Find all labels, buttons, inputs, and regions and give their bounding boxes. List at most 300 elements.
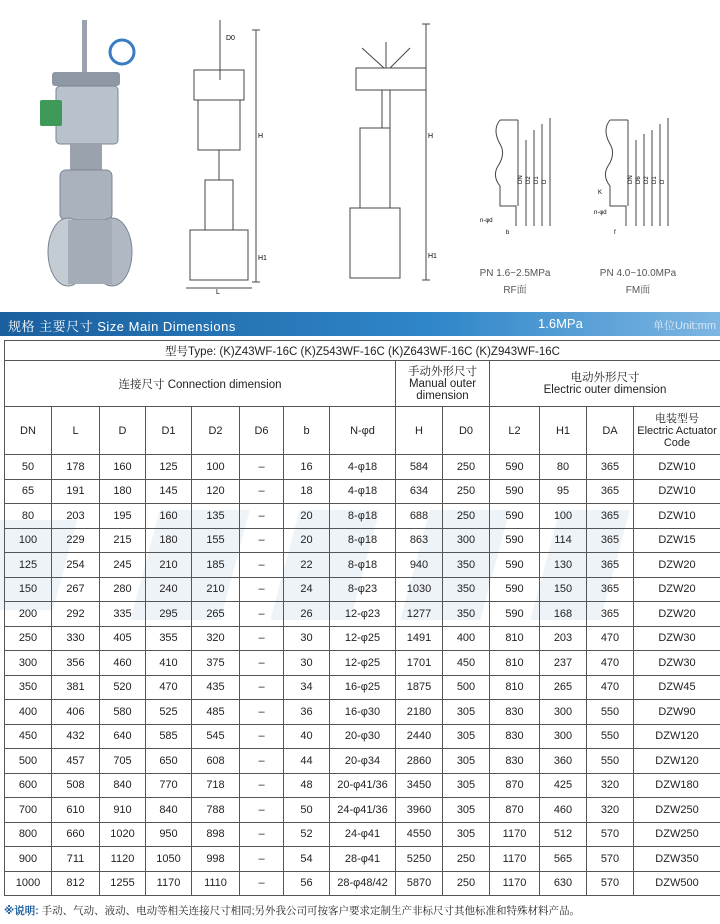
table-cell: 590 <box>490 553 540 578</box>
fm-caption-face: FM面 <box>625 285 651 296</box>
header-d6: D6 <box>240 407 284 455</box>
table-cell: 1875 <box>396 675 443 700</box>
table-cell: 250 <box>443 504 490 529</box>
table-cell: 525 <box>146 700 192 725</box>
table-cell: 550 <box>587 749 634 774</box>
table-cell: 545 <box>192 724 240 749</box>
table-cell: 48 <box>284 773 330 798</box>
table-cell: 1255 <box>100 871 146 896</box>
table-cell: 292 <box>52 602 100 627</box>
table-cell: 350 <box>5 675 52 700</box>
table-cell: 305 <box>443 798 490 823</box>
table-cell: 700 <box>5 798 52 823</box>
table-row <box>5 504 720 529</box>
table-cell: 425 <box>540 773 587 798</box>
header-b: b <box>284 407 330 455</box>
table-cell: 145 <box>146 479 192 504</box>
table-cell: 405 <box>100 626 146 651</box>
table-cell: 940 <box>396 553 443 578</box>
table-cell: 520 <box>100 675 146 700</box>
label-f-fm: f <box>614 230 616 236</box>
table-cell: 1020 <box>100 822 146 847</box>
table-cell: – <box>240 773 284 798</box>
table-cell: 660 <box>52 822 100 847</box>
table-row <box>5 724 720 749</box>
table-cell: 998 <box>192 847 240 872</box>
table-cell: DZW120 <box>634 749 720 774</box>
table-cell: 20 <box>284 528 330 553</box>
table-cell: 26 <box>284 602 330 627</box>
side-view-drawing <box>340 18 440 296</box>
fm-flange-detail <box>590 110 690 240</box>
table-cell: 215 <box>100 528 146 553</box>
table-cell: 470 <box>587 651 634 676</box>
table-cell: 470 <box>146 675 192 700</box>
table-cell: – <box>240 749 284 774</box>
table-row <box>5 455 720 480</box>
dimension-table <box>4 340 720 896</box>
table-cell: 1170 <box>146 871 192 896</box>
header-actuator-cn: 电装型号 <box>655 412 699 425</box>
front-view-drawing <box>180 20 270 295</box>
table-cell: 16-φ30 <box>330 700 396 725</box>
table-cell: 50 <box>5 455 52 480</box>
table-cell: – <box>240 798 284 823</box>
table-cell: 900 <box>5 847 52 872</box>
table-cell: – <box>240 479 284 504</box>
label-h-side: H <box>428 133 434 140</box>
table-cell: 150 <box>5 577 52 602</box>
table-cell: 460 <box>100 651 146 676</box>
table-cell: 36 <box>284 700 330 725</box>
group-electric <box>490 361 720 407</box>
table-cell: 180 <box>146 528 192 553</box>
group-connection: 连接尺寸 Connection dimension <box>5 361 396 407</box>
table-cell: 300 <box>540 724 587 749</box>
label-d2-rf: D2 <box>526 176 532 184</box>
fm-caption-pn: PN 4.0~10.0MPa <box>599 268 677 279</box>
table-cell: 5250 <box>396 847 443 872</box>
table-cell: 550 <box>587 724 634 749</box>
header-d: D <box>100 407 146 455</box>
section-banner <box>0 312 720 336</box>
table-cell: – <box>240 651 284 676</box>
table-cell: 250 <box>5 626 52 651</box>
table-cell: DZW10 <box>634 504 720 529</box>
table-cell: 365 <box>587 602 634 627</box>
table-cell: 210 <box>192 577 240 602</box>
table-cell: 12-φ25 <box>330 626 396 651</box>
table-cell: DZW10 <box>634 479 720 504</box>
table-cell: 800 <box>5 822 52 847</box>
table-cell: DZW180 <box>634 773 720 798</box>
table-cell: – <box>240 675 284 700</box>
table-cell: 254 <box>52 553 100 578</box>
table-cell: – <box>240 626 284 651</box>
table-cell: 600 <box>5 773 52 798</box>
table-cell: 114 <box>540 528 587 553</box>
table-cell: DZW20 <box>634 602 720 627</box>
table-cell: 52 <box>284 822 330 847</box>
header-l: L <box>52 407 100 455</box>
table-cell: – <box>240 504 284 529</box>
table-cell: 95 <box>540 479 587 504</box>
table-cell: 20 <box>284 504 330 529</box>
table-cell: 300 <box>5 651 52 676</box>
table-cell: DZW30 <box>634 651 720 676</box>
table-cell: 500 <box>443 675 490 700</box>
header-d1: D1 <box>146 407 192 455</box>
label-d6-fm: D6 <box>636 176 642 184</box>
table-cell: 688 <box>396 504 443 529</box>
table-cell: 2180 <box>396 700 443 725</box>
table-cell: 830 <box>490 749 540 774</box>
table-row <box>5 602 720 627</box>
table-cell: 30 <box>284 626 330 651</box>
table-cell: 150 <box>540 577 587 602</box>
table-cell: 295 <box>146 602 192 627</box>
table-cell: 365 <box>587 577 634 602</box>
table-cell: 267 <box>52 577 100 602</box>
table-cell: 634 <box>396 479 443 504</box>
table-cell: 718 <box>192 773 240 798</box>
table-cell: 1000 <box>5 871 52 896</box>
table-cell: 125 <box>5 553 52 578</box>
table-cell: 650 <box>146 749 192 774</box>
label-d1-fm: D1 <box>652 176 658 184</box>
table-cell: DZW20 <box>634 553 720 578</box>
label-d-rf: D <box>542 179 548 184</box>
table-cell: 305 <box>443 700 490 725</box>
table-cell: 512 <box>540 822 587 847</box>
label-h: H <box>258 133 264 140</box>
table-cell: 840 <box>146 798 192 823</box>
table-cell: 155 <box>192 528 240 553</box>
table-cell: 5870 <box>396 871 443 896</box>
table-cell: 810 <box>490 626 540 651</box>
table-cell: 3960 <box>396 798 443 823</box>
table-row <box>5 798 720 823</box>
label-l: L <box>216 289 220 295</box>
header-d0: D0 <box>443 407 490 455</box>
table-row <box>5 847 720 872</box>
table-cell: 28-φ41 <box>330 847 396 872</box>
table-cell: – <box>240 528 284 553</box>
table-cell: 570 <box>587 847 634 872</box>
table-cell: 1030 <box>396 577 443 602</box>
table-cell: 335 <box>100 602 146 627</box>
label-dn-fm: DN <box>628 175 634 184</box>
table-cell: 485 <box>192 700 240 725</box>
table-cell: 590 <box>490 455 540 480</box>
table-cell: – <box>240 871 284 896</box>
table-cell: 191 <box>52 479 100 504</box>
table-cell: 590 <box>490 479 540 504</box>
table-cell: 584 <box>396 455 443 480</box>
table-cell: 1170 <box>490 822 540 847</box>
label-nd-fm: n-φd <box>594 210 607 216</box>
rf-caption-face: RF面 <box>503 285 527 296</box>
table-cell: 770 <box>146 773 192 798</box>
table-cell: 100 <box>192 455 240 480</box>
table-cell: 350 <box>443 577 490 602</box>
unit-label: 单位Unit:mm <box>653 320 716 332</box>
table-cell: 18 <box>284 479 330 504</box>
table-cell: 135 <box>192 504 240 529</box>
table-cell: 356 <box>52 651 100 676</box>
table-cell: 24-φ41/36 <box>330 798 396 823</box>
table-cell: 168 <box>540 602 587 627</box>
table-row <box>5 651 720 676</box>
header-actuator-en: Electric Actuator Code <box>637 424 717 449</box>
table-cell: 500 <box>5 749 52 774</box>
table-cell: 350 <box>443 553 490 578</box>
table-cell: 229 <box>52 528 100 553</box>
table-cell: 432 <box>52 724 100 749</box>
table-row <box>5 822 720 847</box>
table-cell: DZW120 <box>634 724 720 749</box>
pressure-rating: 1.6MPa <box>538 316 583 331</box>
table-cell: 34 <box>284 675 330 700</box>
table-cell: DZW250 <box>634 798 720 823</box>
table-cell: 365 <box>587 504 634 529</box>
table-cell: 1110 <box>192 871 240 896</box>
table-cell: 24 <box>284 577 330 602</box>
table-cell: 580 <box>100 700 146 725</box>
table-cell: 12-φ23 <box>330 602 396 627</box>
table-cell: 360 <box>540 749 587 774</box>
table-row <box>5 528 720 553</box>
header-da: DA <box>587 407 634 455</box>
label-d-fm: D <box>660 179 666 184</box>
table-cell: 265 <box>192 602 240 627</box>
table-cell: 330 <box>52 626 100 651</box>
header-actuator-code <box>634 407 720 455</box>
table-cell: DZW15 <box>634 528 720 553</box>
table-cell: – <box>240 700 284 725</box>
table-row <box>5 749 720 774</box>
table-cell: 570 <box>587 871 634 896</box>
table-cell: 810 <box>490 675 540 700</box>
label-d0: D0 <box>226 35 235 42</box>
table-cell: 1170 <box>490 847 540 872</box>
label-b-rf: b <box>506 230 510 236</box>
table-cell: 350 <box>443 602 490 627</box>
table-cell: 400 <box>5 700 52 725</box>
table-cell: 80 <box>540 455 587 480</box>
table-cell: 365 <box>587 455 634 480</box>
table-cell: 250 <box>443 847 490 872</box>
header-h1: H1 <box>540 407 587 455</box>
group-manual-en: Manual outer dimension <box>408 377 477 402</box>
table-cell: 28-φ48/42 <box>330 871 396 896</box>
table-cell: 237 <box>540 651 587 676</box>
table-cell: DZW250 <box>634 822 720 847</box>
table-cell: 470 <box>587 626 634 651</box>
table-cell: 120 <box>192 479 240 504</box>
label-d2-fm: D2 <box>644 176 650 184</box>
table-cell: 950 <box>146 822 192 847</box>
table-cell: 185 <box>192 553 240 578</box>
table-cell: 565 <box>540 847 587 872</box>
table-cell: 590 <box>490 504 540 529</box>
table-row <box>5 773 720 798</box>
table-cell: 280 <box>100 577 146 602</box>
table-cell: 460 <box>540 798 587 823</box>
type-row: 型号Type: (K)Z43WF-16C (K)Z543WF-16C (K)Z643WF-16C (K)Z943WF-16C <box>5 341 720 361</box>
table-cell: 400 <box>443 626 490 651</box>
table-cell: 20-φ34 <box>330 749 396 774</box>
table-cell: 195 <box>100 504 146 529</box>
table-cell: 305 <box>443 822 490 847</box>
table-cell: 898 <box>192 822 240 847</box>
table-cell: DZW350 <box>634 847 720 872</box>
table-cell: 570 <box>587 822 634 847</box>
table-cell: 100 <box>540 504 587 529</box>
table-cell: 410 <box>146 651 192 676</box>
table-cell: 180 <box>100 479 146 504</box>
table-cell: 550 <box>587 700 634 725</box>
table-cell: 203 <box>540 626 587 651</box>
table-cell: 470 <box>587 675 634 700</box>
table-cell: 160 <box>146 504 192 529</box>
table-cell: 810 <box>490 651 540 676</box>
table-cell: 381 <box>52 675 100 700</box>
header-l2: L2 <box>490 407 540 455</box>
table-cell: 4550 <box>396 822 443 847</box>
table-cell: 250 <box>443 455 490 480</box>
table-cell: 910 <box>100 798 146 823</box>
table-cell: 365 <box>587 553 634 578</box>
header-dn: DN <box>5 407 52 455</box>
table-cell: 8-φ18 <box>330 528 396 553</box>
table-cell: 830 <box>490 724 540 749</box>
table-cell: 711 <box>52 847 100 872</box>
table-cell: 610 <box>52 798 100 823</box>
label-dn-rf: DN <box>518 175 524 184</box>
table-cell: 2440 <box>396 724 443 749</box>
table-cell: 812 <box>52 871 100 896</box>
table-cell: 870 <box>490 798 540 823</box>
table-cell: 1701 <box>396 651 443 676</box>
table-cell: 705 <box>100 749 146 774</box>
table-cell: 125 <box>146 455 192 480</box>
table-cell: 1050 <box>146 847 192 872</box>
header-n-d: N-φd <box>330 407 396 455</box>
table-cell: 590 <box>490 528 540 553</box>
table-cell: 56 <box>284 871 330 896</box>
group-manual-cn: 手动外形尺寸 <box>408 365 477 378</box>
table-cell: 870 <box>490 773 540 798</box>
table-cell: 16 <box>284 455 330 480</box>
table-cell: – <box>240 847 284 872</box>
table-cell: – <box>240 822 284 847</box>
table-cell: DZW10 <box>634 455 720 480</box>
table-cell: 12-φ25 <box>330 651 396 676</box>
table-cell: 435 <box>192 675 240 700</box>
table-cell: 20-φ30 <box>330 724 396 749</box>
table-cell: 20-φ41/36 <box>330 773 396 798</box>
table-row <box>5 577 720 602</box>
table-cell: 1277 <box>396 602 443 627</box>
table-cell: – <box>240 602 284 627</box>
table-row <box>5 479 720 504</box>
table-cell: 840 <box>100 773 146 798</box>
table-cell: 788 <box>192 798 240 823</box>
table-cell: 8-φ18 <box>330 553 396 578</box>
table-cell: 320 <box>587 798 634 823</box>
table-cell: 65 <box>5 479 52 504</box>
table-cell: 50 <box>284 798 330 823</box>
label-h1-side: H1 <box>428 253 437 260</box>
table-cell: 450 <box>5 724 52 749</box>
table-cell: 1120 <box>100 847 146 872</box>
section-title: 规格 主要尺寸 Size Main Dimensions <box>8 319 236 334</box>
rf-caption-pn: PN 1.6~2.5MPa <box>479 268 551 279</box>
table-cell: DZW45 <box>634 675 720 700</box>
table-cell: 240 <box>146 577 192 602</box>
table-cell: 590 <box>490 602 540 627</box>
table-cell: 300 <box>540 700 587 725</box>
table-cell: – <box>240 724 284 749</box>
label-h1: H1 <box>258 255 267 262</box>
label-k-fm: K <box>598 190 603 196</box>
table-cell: 30 <box>284 651 330 676</box>
table-cell: 24-φ41 <box>330 822 396 847</box>
table-cell: 450 <box>443 651 490 676</box>
table-cell: 640 <box>100 724 146 749</box>
group-electric-cn: 电动外形尺寸 <box>570 371 640 384</box>
table-cell: 406 <box>52 700 100 725</box>
table-cell: 355 <box>146 626 192 651</box>
table-cell: 300 <box>443 528 490 553</box>
table-cell: 608 <box>192 749 240 774</box>
table-cell: 863 <box>396 528 443 553</box>
table-cell: 457 <box>52 749 100 774</box>
table-row <box>5 700 720 725</box>
table-row <box>5 675 720 700</box>
table-cell: 305 <box>443 773 490 798</box>
table-cell: 178 <box>52 455 100 480</box>
table-row <box>5 626 720 651</box>
group-electric-en: Electric outer dimension <box>543 383 667 396</box>
table-cell: – <box>240 553 284 578</box>
table-cell: 80 <box>5 504 52 529</box>
table-cell: 250 <box>443 479 490 504</box>
table-cell: 265 <box>540 675 587 700</box>
table-cell: 40 <box>284 724 330 749</box>
table-cell: 830 <box>490 700 540 725</box>
table-cell: 203 <box>52 504 100 529</box>
table-cell: DZW90 <box>634 700 720 725</box>
table-cell: 320 <box>192 626 240 651</box>
footnote-text: 手动、气动、液动、电动等相关连接尺寸相同;另外我公司可按客户要求定制生产非标尺寸其他标准和特殊材料产品。 <box>41 905 581 917</box>
table-cell: 3450 <box>396 773 443 798</box>
footnote-lead: ※说明: <box>4 905 39 917</box>
table-cell: 1491 <box>396 626 443 651</box>
table-row <box>5 553 720 578</box>
table-cell: 365 <box>587 528 634 553</box>
table-cell: 590 <box>490 577 540 602</box>
footnote <box>4 903 580 918</box>
table-cell: 8-φ18 <box>330 504 396 529</box>
table-cell: 130 <box>540 553 587 578</box>
table-cell: 22 <box>284 553 330 578</box>
table-cell: 16-φ25 <box>330 675 396 700</box>
rf-flange-detail <box>470 110 560 240</box>
table-cell: – <box>240 577 284 602</box>
table-cell: 100 <box>5 528 52 553</box>
